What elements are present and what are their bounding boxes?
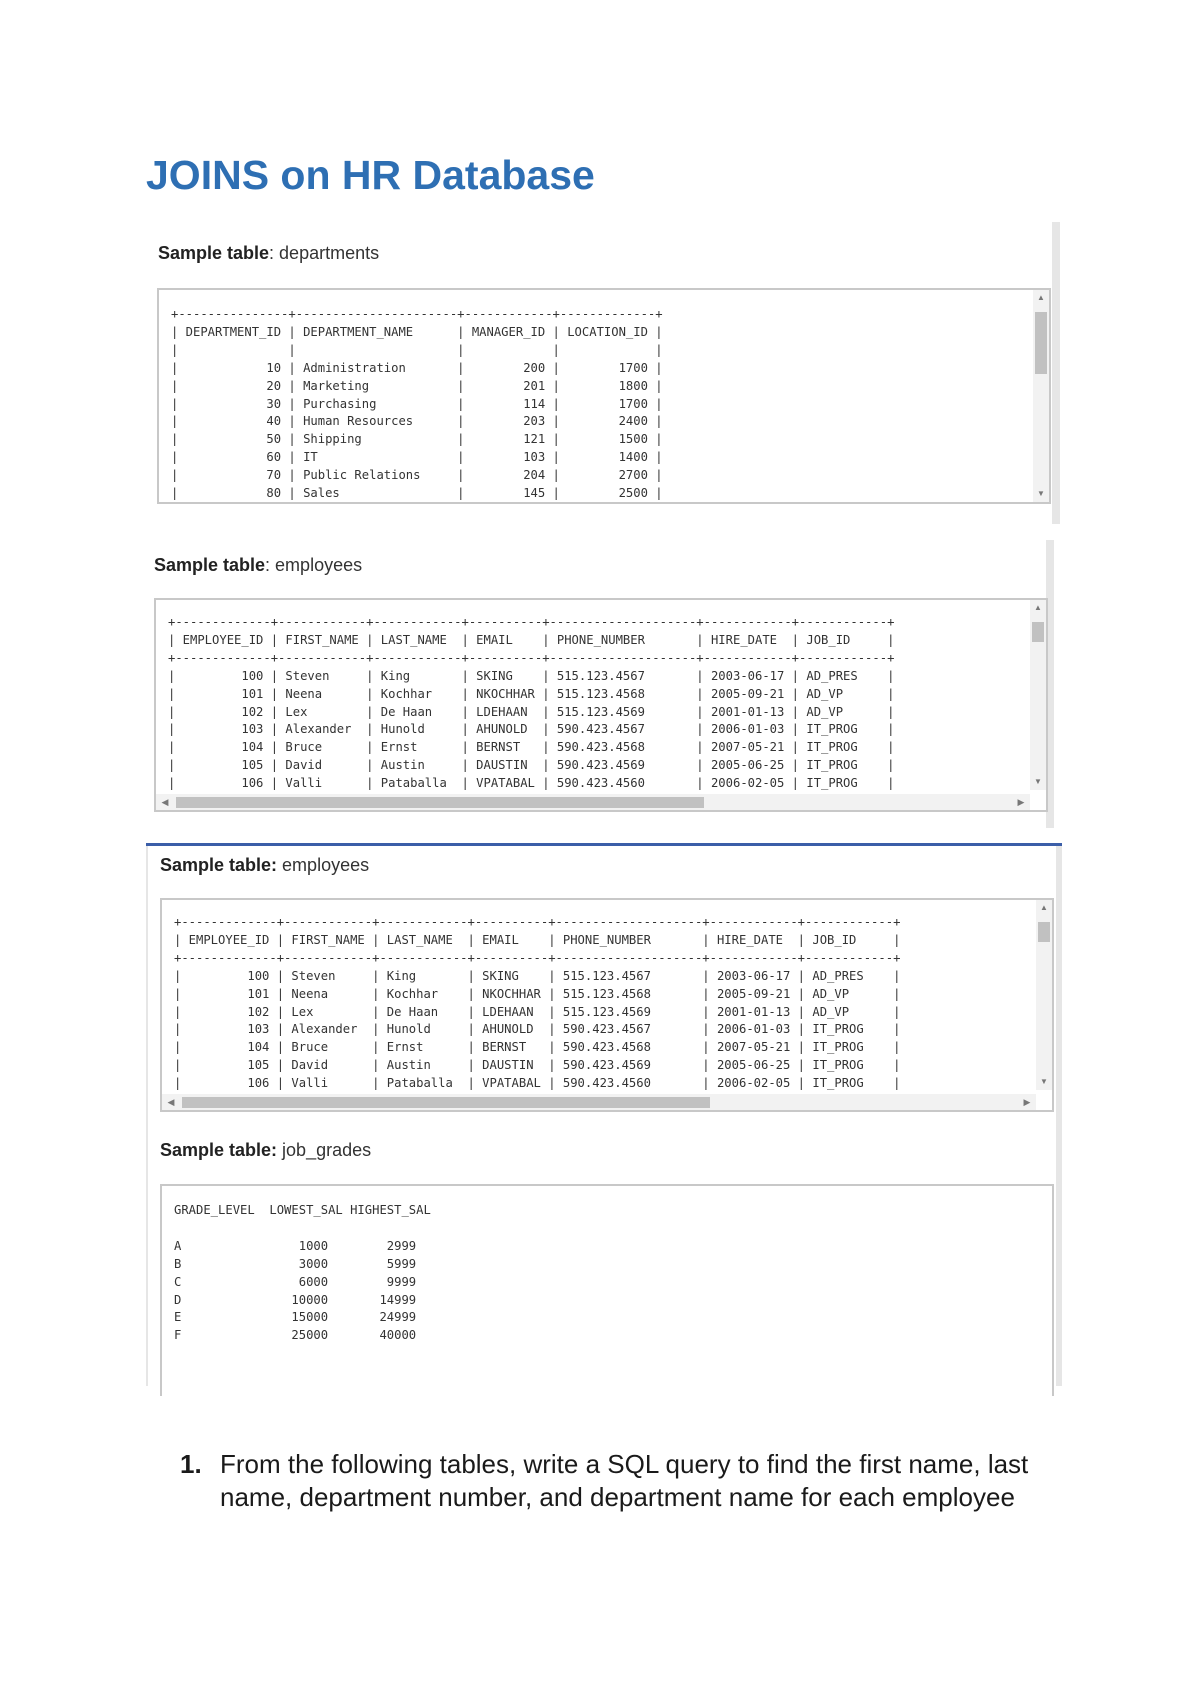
panel-edge <box>146 846 148 1386</box>
scroll-thumb[interactable] <box>1032 622 1044 642</box>
table-caption-departments <box>158 243 379 264</box>
scroll-left-icon[interactable]: ◀ <box>167 1097 175 1107</box>
job-grades-table-text: GRADE_LEVEL LOWEST_SAL HIGHEST_SAL A 1000 2999 B 3000 5999 C 6000 9999 D 10000 14999 E 15000 24999 F 25000 40000 <box>174 1203 431 1343</box>
panel-edge <box>1056 846 1062 1386</box>
table-caption-job-grades <box>160 1140 371 1161</box>
caption-label: Sample table: <box>160 1140 278 1160</box>
caption-table-name: employees <box>277 855 370 875</box>
table-caption-employees-2 <box>160 855 369 876</box>
employees-table-text-2: +-------------+------------+------------+----------+--------------------+------------+------------+ | EMPLOYEE_ID | FIRST_NAME | LAST_NAME | EMAIL | PHONE_NUMBER | HIRE_DATE | JOB_ID | +-------------+------------+------------+----------+--------------------+------------+------------+ | 100 | Steven | King | SKING | 515.123.4567 | 2003-06-17 | AD_PRES | | 101 | Neena | Kochhar | NKOCHHAR | 515.123.4568 | 2005-09-21 | AD_VP | | 102 | Lex | De Haan | LDEHAAN | 515.123.4569 | 2001-01-13 | AD_VP | | 103 | Alexander | Hunold | AHUNOLD | 590.423.4567 | 2006-01-03 | IT_PROG | | 104 | Bruce | Ernst | BERNST | 590.423.4568 | 2007-05-21 | IT_PROG | | 105 | David | Austin | DAUSTIN | 590.423.4569 | 2005-06-25 | IT_PROG | | 106 | Valli | Pataballa | VPATABAL | 590.423.4560 | 2006-02-05 | IT_PROG | <box>174 915 901 1091</box>
scroll-right-icon[interactable]: ▶ <box>1023 1097 1031 1107</box>
document-title: JOINS on HR Database <box>146 152 595 198</box>
scroll-up-icon[interactable]: ▲ <box>1040 903 1048 912</box>
caption-label: Sample table: <box>160 855 278 875</box>
caption-table-name: job_grades <box>277 1140 372 1160</box>
scroll-right-icon[interactable]: ▶ <box>1017 797 1025 807</box>
employees-table-box-2[interactable] <box>160 898 1054 1112</box>
scroll-left-icon[interactable]: ◀ <box>161 797 169 807</box>
scroll-thumb[interactable] <box>1038 922 1050 942</box>
scroll-thumb[interactable] <box>1035 312 1047 374</box>
scroll-down-icon[interactable]: ▼ <box>1037 489 1045 498</box>
exercise-question <box>180 1448 1080 1514</box>
horizontal-scrollbar[interactable] <box>156 794 1030 810</box>
divider-rule <box>146 843 1062 846</box>
scroll-thumb[interactable] <box>176 797 704 808</box>
panel-edge <box>1052 222 1060 524</box>
scroll-up-icon[interactable]: ▲ <box>1037 293 1045 302</box>
caption-table-name: : employees <box>265 555 363 575</box>
caption-label: Sample table <box>158 243 270 263</box>
scroll-thumb[interactable] <box>182 1097 710 1108</box>
vertical-scrollbar[interactable] <box>1033 290 1049 502</box>
caption-table-name: : departments <box>269 243 380 263</box>
table-caption-employees <box>154 555 362 576</box>
scroll-down-icon[interactable]: ▼ <box>1040 1077 1048 1086</box>
question-number: 1. <box>180 1449 202 1479</box>
caption-label: Sample table <box>154 555 266 575</box>
vertical-scrollbar[interactable] <box>1030 600 1046 790</box>
departments-table-text: +---------------+----------------------+------------+-------------+ | DEPARTMENT_ID | DEPARTMENT_NAME | MANAGER_ID | LOCATION_ID | | | | | | | 10 | Administration | 200 | 1700 | | 20 | Marketing | 201 | 1800 | | 30 | Purchasing | 114 | 1700 | | 40 | Human Resources | 203 | 2400 | | 50 | Shipping | 121 | 1500 | | 60 | IT | 103 | 1400 | | 70 | Public Relations | 204 | 2700 | | 80 | Sales | 145 | 2500 | <box>171 307 663 501</box>
departments-table-box[interactable] <box>157 288 1051 504</box>
employees-table-text: +-------------+------------+------------+----------+--------------------+------------+------------+ | EMPLOYEE_ID | FIRST_NAME | LAST_NAME | EMAIL | PHONE_NUMBER | HIRE_DATE | JOB_ID | +-------------+------------+------------+----------+--------------------+------------+------------+ | 100 | Steven | King | SKING | 515.123.4567 | 2003-06-17 | AD_PRES | | 101 | Neena | Kochhar | NKOCHHAR | 515.123.4568 | 2005-09-21 | AD_VP | | 102 | Lex | De Haan | LDEHAAN | 515.123.4569 | 2001-01-13 | AD_VP | | 103 | Alexander | Hunold | AHUNOLD | 590.423.4567 | 2006-01-03 | IT_PROG | | 104 | Bruce | Ernst | BERNST | 590.423.4568 | 2007-05-21 | IT_PROG | | 105 | David | Austin | DAUSTIN | 590.423.4569 | 2005-06-25 | IT_PROG | | 106 | Valli | Pataballa | VPATABAL | 590.423.4560 | 2006-02-05 | IT_PROG | <box>168 615 895 791</box>
job-grades-table-box[interactable] <box>160 1184 1054 1396</box>
scroll-up-icon[interactable]: ▲ <box>1034 603 1042 612</box>
employees-table-box[interactable] <box>154 598 1048 812</box>
horizontal-scrollbar[interactable] <box>162 1094 1036 1110</box>
question-text: From the following tables, write a SQL query to find the first name, last name, department number, and department name for each employee <box>220 1449 1029 1512</box>
scroll-down-icon[interactable]: ▼ <box>1034 777 1042 786</box>
vertical-scrollbar[interactable] <box>1036 900 1052 1090</box>
